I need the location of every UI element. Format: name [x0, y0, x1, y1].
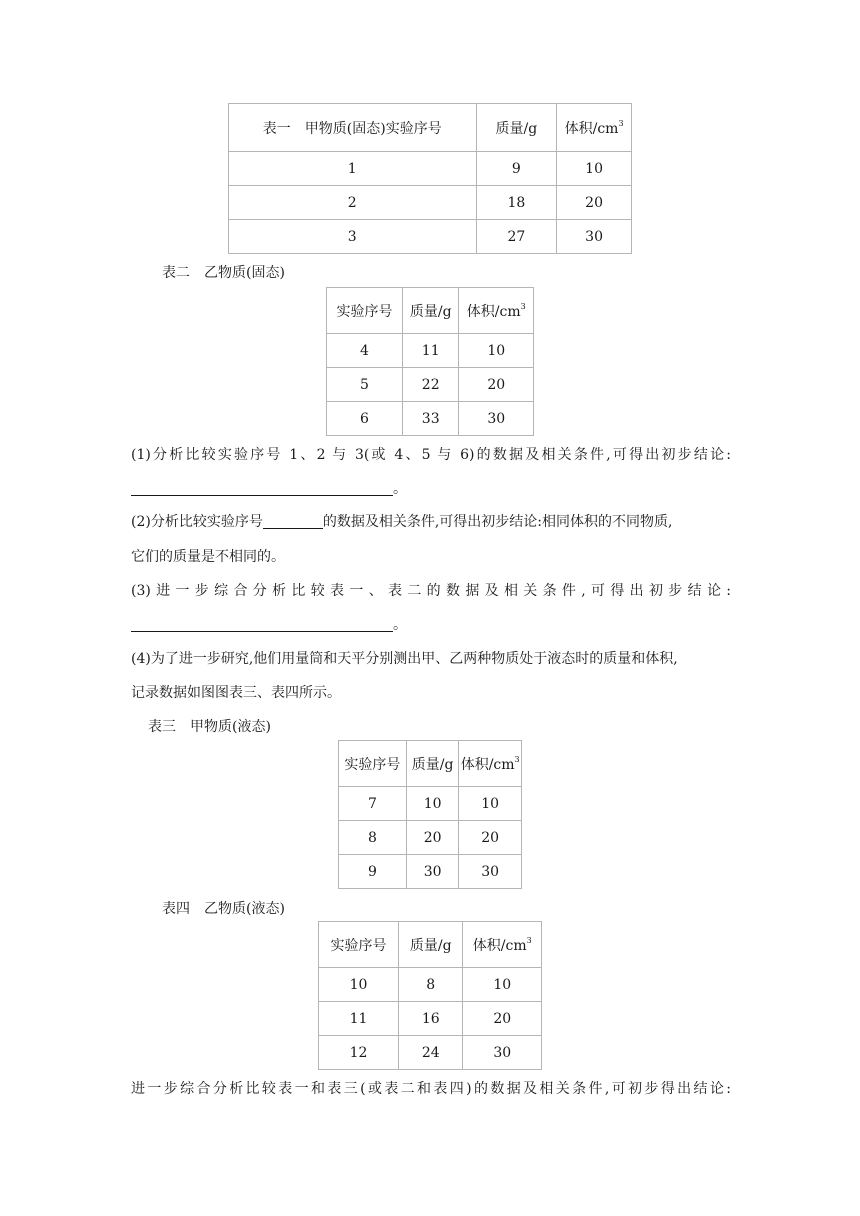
table-row [327, 334, 534, 368]
table-2-caption: 表二 乙物质(固态) [162, 265, 285, 281]
table-row [229, 220, 632, 254]
table-cell: 10 [319, 968, 399, 1002]
table-cell: 30 [463, 1036, 542, 1070]
header-cell: 表一 甲物质(固态)实验序号 [229, 104, 477, 152]
blank-line [263, 514, 323, 529]
table-row [339, 855, 522, 889]
table-cell: 2 [229, 186, 477, 220]
final-question [131, 1078, 731, 1098]
table-3-header [339, 741, 522, 787]
header-cell: 质量/g [476, 104, 557, 152]
table-cell: 30 [406, 855, 458, 889]
table-cell: 10 [557, 152, 632, 186]
table-cell: 20 [459, 368, 534, 402]
table-cell: 10 [406, 787, 458, 821]
header-cell: 实验序号 [339, 741, 407, 787]
period: 。 [393, 617, 407, 633]
blank-line [131, 617, 393, 632]
table-row [229, 186, 632, 220]
table-cell: 20 [406, 821, 458, 855]
table-cell: 20 [557, 186, 632, 220]
table-cell: 20 [463, 1002, 542, 1036]
question-2 [131, 511, 672, 531]
question-2-line-2: 它们的质量是不相同的。 [131, 549, 285, 565]
table-cell: 20 [459, 821, 522, 855]
table-cell: 10 [459, 787, 522, 821]
table-4 [318, 921, 542, 1070]
table-cell: 11 [402, 334, 459, 368]
table-cell: 12 [319, 1036, 399, 1070]
table-1 [228, 103, 632, 254]
table-row [327, 402, 534, 436]
table-cell: 8 [339, 821, 407, 855]
table-cell: 10 [459, 334, 534, 368]
table-cell: 10 [463, 968, 542, 1002]
table-4-caption: 表四 乙物质(液态) [162, 901, 285, 917]
table-row [319, 1036, 542, 1070]
table-3-caption: 表三 甲物质(液态) [148, 719, 271, 735]
header-cell: 实验序号 [327, 288, 403, 334]
final-question-text: 进一步综合分析比较表一和表三(或表二和表四)的数据及相关条件,可初步得出结论: [131, 1081, 731, 1097]
table-cell: 1 [229, 152, 477, 186]
table-cell: 24 [399, 1036, 463, 1070]
header-cell: 质量/g [402, 288, 459, 334]
blank-line [131, 481, 393, 496]
header-cell: 体积$/cm^3$ [459, 288, 534, 334]
question-3-text: (3)进一步综合分析比较表一、表二的数据及相关条件,可得出初步结论: [131, 583, 731, 599]
table-row [339, 787, 522, 821]
question-1-text: (1)分析比较实验序号 1、2 与 3(或 4、5 与 6)的数据及相关条件,可得出初步结论: [131, 447, 731, 463]
table-cell: 9 [339, 855, 407, 889]
question-2-text-before: (2)分析比较实验序号 [131, 514, 263, 530]
table-3 [338, 740, 522, 889]
question-3 [131, 580, 731, 600]
table-cell: 27 [476, 220, 557, 254]
question-2-text-after: 的数据及相关条件,可得出初步结论:相同体积的不同物质, [322, 514, 673, 530]
table-cell: 22 [402, 368, 459, 402]
table-row [327, 368, 534, 402]
table-cell: 30 [459, 855, 522, 889]
header-cell: 体积$/cm^3$ [459, 741, 522, 787]
question-1 [131, 444, 731, 464]
table-cell: 16 [399, 1002, 463, 1036]
header-cell: 质量/g [406, 741, 458, 787]
table-cell: 30 [557, 220, 632, 254]
table-cell: 18 [476, 186, 557, 220]
answer-line-3 [131, 614, 407, 634]
question-4-line-2: 记录数据如图图表三、表四所示。 [131, 685, 341, 701]
table-cell: 8 [399, 968, 463, 1002]
header-cell: 实验序号 [319, 922, 399, 968]
question-4-line-1: (4)为了进一步研究,他们用量筒和天平分别测出甲、乙两种物质处于液态时的质量和体积, [131, 651, 678, 667]
table-cell: 5 [327, 368, 403, 402]
table-2 [326, 287, 534, 436]
table-cell: 30 [459, 402, 534, 436]
period: 。 [393, 481, 407, 497]
answer-line-1 [131, 478, 407, 498]
table-row [319, 1002, 542, 1036]
table-2-header [327, 288, 534, 334]
table-row [319, 968, 542, 1002]
table-cell: 3 [229, 220, 477, 254]
table-cell: 11 [319, 1002, 399, 1036]
table-1-header [229, 104, 632, 152]
table-cell: 7 [339, 787, 407, 821]
header-cell: 质量/g [399, 922, 463, 968]
table-row [229, 152, 632, 186]
table-row [339, 821, 522, 855]
header-cell: 体积$/cm^3$ [463, 922, 542, 968]
table-cell: 9 [476, 152, 557, 186]
table-cell: 6 [327, 402, 403, 436]
table-4-header [319, 922, 542, 968]
header-cell: 体积$/cm^3$ [557, 104, 632, 152]
table-cell: 4 [327, 334, 403, 368]
table-cell: 33 [402, 402, 459, 436]
